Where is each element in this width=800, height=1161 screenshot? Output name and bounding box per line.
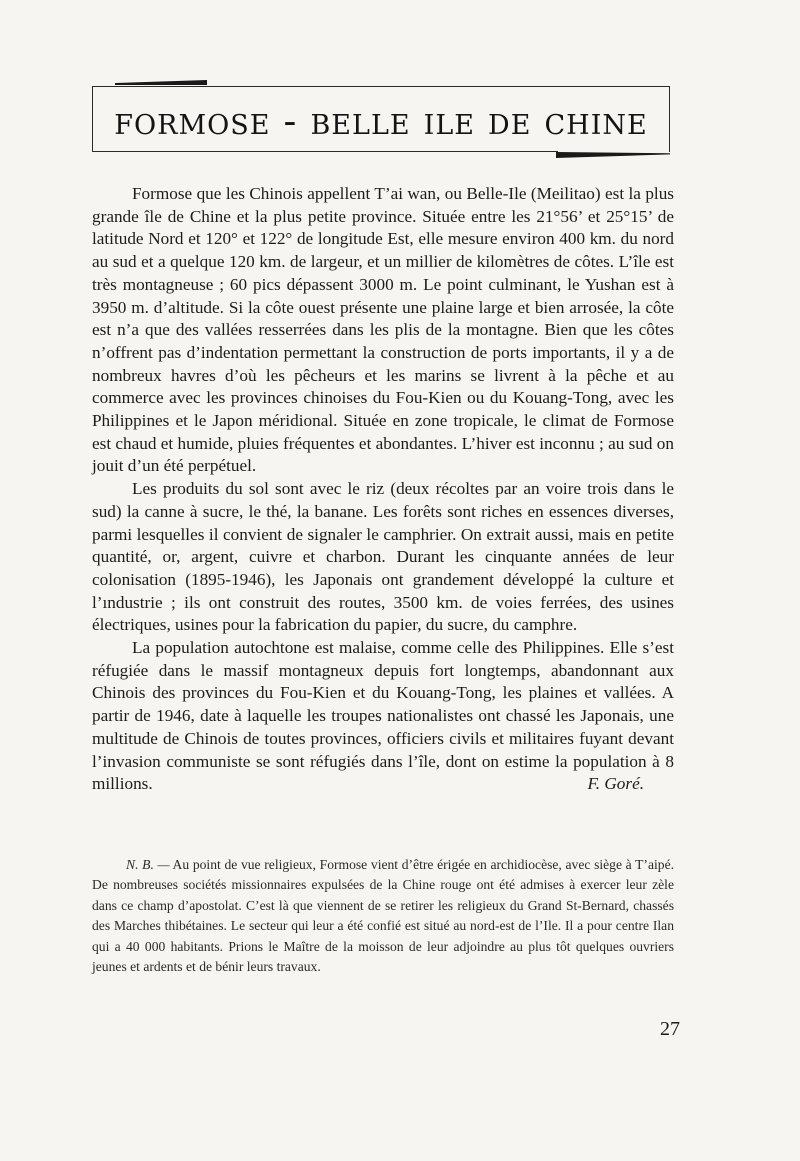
- footnote: [92, 855, 674, 977]
- article-paragraph: Formose que les Chinois appellent T’ai wan, ou Belle-Ile (Meilitao) est la plus grande île de Chine et la plus petite province. Située entre les 21°56’ et 25°15’ de latitude Nord et 120° et 122° de longitude Est, elle mesure environ 400 km. du nord au sud et a quelque 120 km. de largeur, et un millier de kilomètres de côtes. L’île est très montagneuse ; 60 pics dépassent 3000 m. Le point culminant, le Yushan est à 3950 m. d’altitude. Si la côte ouest présente une plaine large et bien arrosée, la côte est n’a que des vallées resserrées dans les plis de la montagne. Bien que les côtes n’offrent pas d’indentation permettant la construction de ports importants, il y a de nombreux havres d’où les pêcheurs et les marins se livrent à la pêche et au commerce avec les provinces chinoises du Fou-Kien ou du Kouang-Tong, avec les Philippines et le Japon méridional. Située en zone tropicale, le climat de Formose est chaud et humide, pluies fréquentes et abondantes. L’hiver est inconnu ; au sud on jouit d’un été perpétuel.: [92, 184, 674, 476]
- page-title: formose - belle ile de chine: [114, 99, 648, 143]
- article-paragraph-text: La population autochtone est malaise, comme celle des Philippines. Elle s’est réfugiée dans le massif montagneux depuis fort longtemps, abandonnant aux Chinois des provinces du Fou-Kien et du Kouang-Tong, les plaines et vallées. A partir de 1946, date à laquelle les troupes nationalistes ont chassé les Japonais, une multitude de Chinois de toutes provinces, officiers civils et militaires fuyant devant l’invasion communiste se sont réfugiés dans l’île, dont on estime la population à 8 millions.: [92, 638, 674, 794]
- page-number: 27: [660, 1018, 680, 1040]
- title-frame: [92, 86, 670, 152]
- footnote-label: N. B. —: [126, 857, 170, 872]
- title-ornament-bottom: [556, 152, 670, 158]
- title-frame-bottom-line: [92, 151, 558, 153]
- article-body: [92, 183, 674, 796]
- title-ornament-top: [115, 80, 207, 85]
- footnote-text: Au point de vue religieux, Formose vient d’être érigée en archidiocèse, avec siège à T’aipé. De nombreuses sociétés missionnaires expulsées de la Chine rouge ont été admises à exercer leur zèle dans ce champ d’apostolat. C’est là que viennent de se retirer les religieux du Grand St-Bernard, chassés des Marches thibétaines. Le secteur qui leur a été confié est situé au nord-est de l’Ile. Il a pour centre Ilan qui a 40 000 habitants. Prions le Maître de la moisson de leur adjoindre au plus tôt quelques ouvriers jeunes et ardents et de bénir leurs travaux.: [92, 857, 674, 975]
- article-paragraph: [92, 637, 674, 796]
- author-signature: F. Goré.: [587, 774, 644, 794]
- article-paragraph: Les produits du sol sont avec le riz (deux récoltes par an voire trois dans le sud) la canne à sucre, le thé, la banane. Les forêts sont riches en essences diverses, parmi lesquelles il convient de signaler le camphrier. On extrait aussi, mais en petite quantité, or, argent, cuivre et charbon. Durant les cinquante années de leur colonisation (1895-1946), les Japonais ont grandement développé la culture et l’ındustrie ; ils ont construit des routes, 3500 km. de voies ferrées, des usines électriques, usines pour la fabrication du papier, du sucre, du camphre.: [92, 479, 674, 635]
